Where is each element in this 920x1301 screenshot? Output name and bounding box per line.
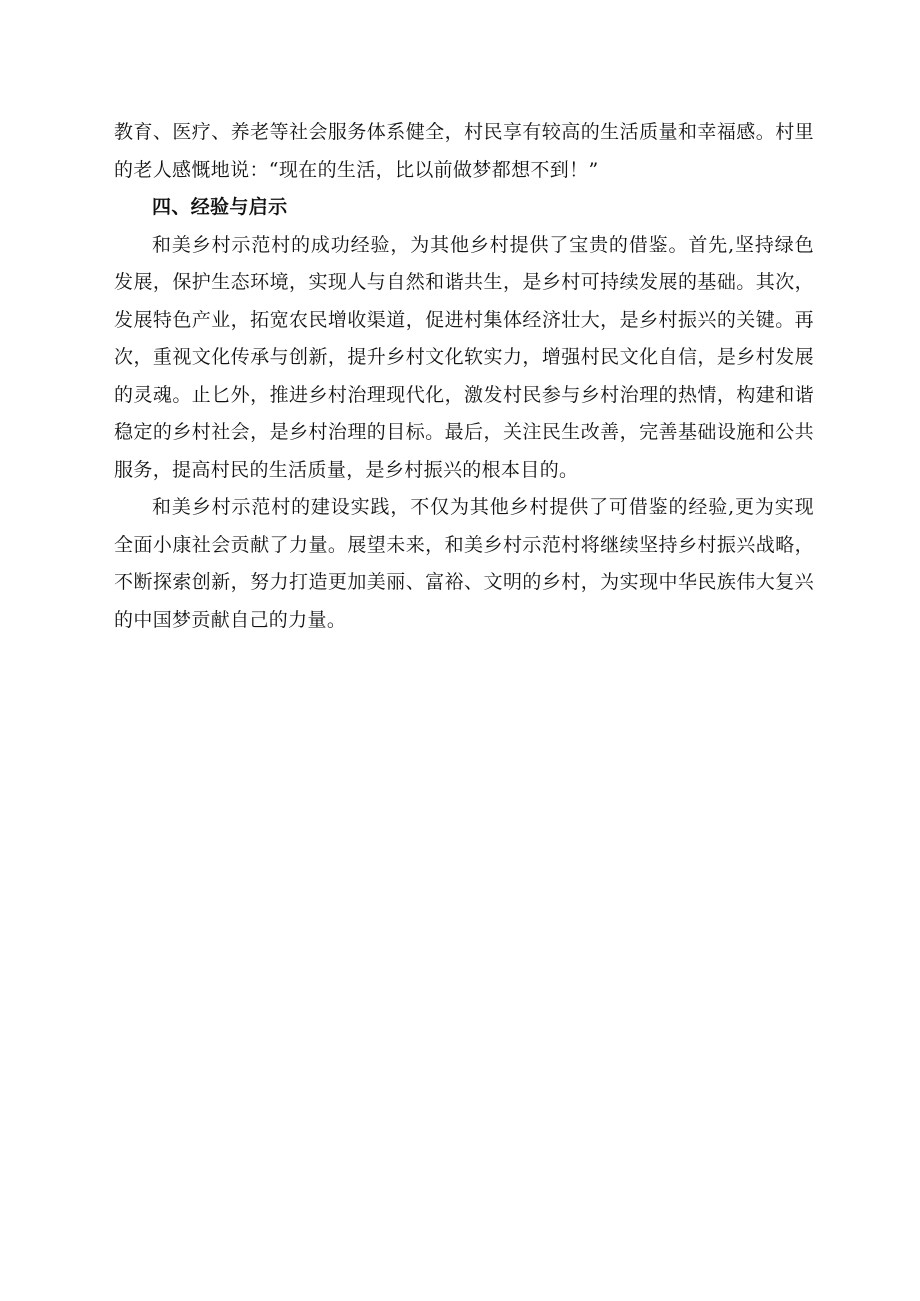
paragraph-conclusion: 和美乡村示范村的建设实践，不仅为其他乡村提供了可借鉴的经验,更为实现全面小康社会贡献了力量。展望未来，和美乡村示范村将继续坚持乡村振兴战略，不断探索创新，努力打造更加美丽、富裕、文明的乡村，为实现中华民族伟大复兴的中国梦贡献自己的力量。 xyxy=(114,496,814,631)
paragraph-continued: 教育、医疗、养老等社会服务体系健全，村民享有较高的生活质量和幸福感。村里的老人感慨地说：“现在的生活，比以前做梦都想不到！” xyxy=(114,121,814,181)
document-body xyxy=(114,114,814,639)
section-heading: 四、经验与启示 xyxy=(152,196,288,218)
paragraph-experience: 和美乡村示范村的成功经验，为其他乡村提供了宝贵的借鉴。首先,坚持绿色发展，保护生态环境，实现人与自然和谐共生，是乡村可持续发展的基础。其次，发展特色产业，拓宽农民增收渠道，促进村集体经济壮大，是乡村振兴的关键。再次，重视文化传承与创新，提升乡村文化软实力，增强村民文化自信，是乡村发展的灵魂。止匕外，推进乡村治理现代化，激发村民参与乡村治理的热情，构建和谐稳定的乡村社会，是乡村治理的目标。最后，关注民生改善，完善基础设施和公共服务，提高村民的生活质量，是乡村振兴的根本目的。 xyxy=(114,233,814,481)
